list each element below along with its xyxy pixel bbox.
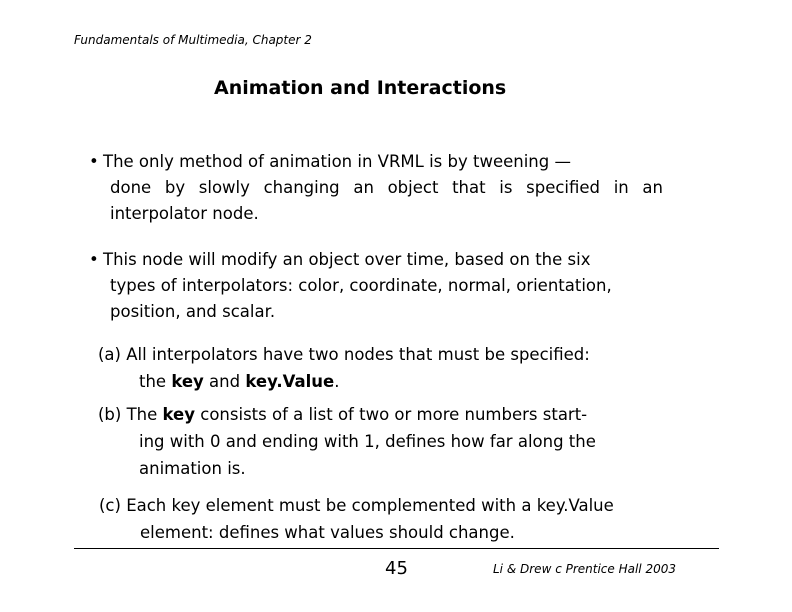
text-run: consists of a list of two or more numbers start-	[195, 405, 588, 424]
bullet-marker: •	[89, 250, 99, 269]
sub-item-b	[98, 401, 658, 482]
keyword-keyvalue: key.Value	[245, 372, 335, 391]
bullet-marker: •	[89, 152, 99, 171]
text-run: .	[334, 372, 340, 391]
bullet-line: The only method of animation in VRML is by tweening —	[103, 152, 571, 171]
sub-item-a	[98, 341, 658, 395]
bullet-line: position, and scalar.	[110, 302, 276, 321]
running-header: Fundamentals of Multimedia, Chapter 2	[74, 33, 312, 47]
sub-item-line: animation is.	[139, 459, 246, 478]
footer-credit: Li & Drew c Prentice Hall 2003	[493, 562, 676, 576]
slide-title: Animation and Interactions	[214, 77, 507, 99]
text-run: and	[203, 372, 246, 391]
bullet-line: done by slowly changing an object that is specified in an	[110, 178, 663, 197]
sub-item-line	[98, 368, 658, 395]
bullet-line: This node will modify an object over time, based on the six	[103, 250, 591, 269]
sub-item-line: element: defines what values should change.	[140, 523, 515, 542]
sub-item-line	[98, 401, 658, 428]
text-run: the	[139, 372, 172, 391]
page-number: 45	[385, 558, 408, 579]
keyword-key: key	[162, 405, 196, 424]
sub-item-line: ing with 0 and ending with 1, defines how far along the	[139, 432, 596, 451]
sub-item-line: (a) All interpolators have two nodes that must be specified:	[98, 345, 590, 364]
sub-item-c	[99, 492, 659, 546]
keyword-key: key	[171, 372, 204, 391]
bullet-line: types of interpolators: color, coordinate, normal, orientation,	[110, 276, 612, 295]
footer-rule	[74, 548, 719, 549]
bullet-item	[89, 247, 663, 325]
bullet-item	[89, 149, 663, 227]
sub-item-line: (c) Each key element must be complemented with a key.Value	[99, 496, 614, 515]
bullet-line: interpolator node.	[110, 204, 259, 223]
text-run: (b) The	[98, 405, 163, 424]
